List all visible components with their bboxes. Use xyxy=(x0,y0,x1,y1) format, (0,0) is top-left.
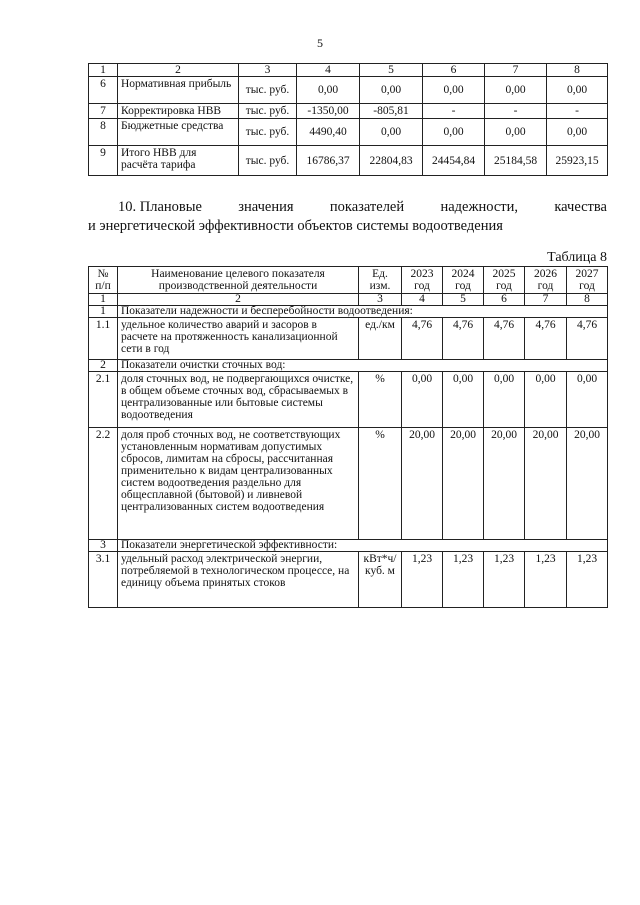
heading-word: показателей xyxy=(329,199,405,215)
row-unit: тыс. руб. xyxy=(239,119,297,146)
header-year: 2024 год xyxy=(443,267,484,294)
heading-number: 10. xyxy=(118,199,137,215)
value-cell: 4,76 xyxy=(443,318,484,360)
table-row xyxy=(89,318,608,360)
index-cell: 3 xyxy=(359,294,402,306)
index-cell: 5 xyxy=(443,294,484,306)
table-row xyxy=(89,552,608,608)
row-number: 9 xyxy=(89,146,118,176)
row-name: Нормативная прибыль xyxy=(118,77,239,104)
section-number: 1 xyxy=(89,306,118,318)
table-row xyxy=(89,119,608,146)
value-cell: 1,23 xyxy=(484,552,525,608)
value-cell: - xyxy=(423,104,485,119)
value-cell: 0,00 xyxy=(547,77,608,104)
value-cell: 0,00 xyxy=(423,119,485,146)
index-cell: 6 xyxy=(484,294,525,306)
header-year: 2027 год xyxy=(567,267,608,294)
section-row xyxy=(89,540,608,552)
value-cell: 4,76 xyxy=(525,318,567,360)
row-name: удельное количество аварий и засоров в расчете на протяженность канализационной сети в год xyxy=(118,318,359,360)
financial-table xyxy=(88,63,608,176)
value-cell: 0,00 xyxy=(484,372,525,428)
section-title: Показатели энергетической эффективности: xyxy=(118,540,608,552)
header-cell: 1 xyxy=(89,64,118,77)
row-name: Бюджетные средства xyxy=(118,119,239,146)
header-year: 2023 год xyxy=(402,267,443,294)
row-number: 1.1 xyxy=(89,318,118,360)
row-number: 2.2 xyxy=(89,428,118,540)
table-label: Таблица 8 xyxy=(547,250,607,265)
header-cell: 8 xyxy=(547,64,608,77)
header-cell: 3 xyxy=(239,64,297,77)
row-number: 2.1 xyxy=(89,372,118,428)
value-cell: 25923,15 xyxy=(547,146,608,176)
value-cell: 4490,40 xyxy=(297,119,360,146)
index-cell: 2 xyxy=(118,294,359,306)
heading-word: значения xyxy=(238,199,294,215)
row-name: Итого НВВ для расчёта тарифа xyxy=(118,146,239,176)
row-unit: тыс. руб. xyxy=(239,77,297,104)
index-cell: 1 xyxy=(89,294,118,306)
index-row xyxy=(89,294,608,306)
section-heading xyxy=(88,198,607,236)
table-row xyxy=(89,77,608,104)
heading-word: Плановые xyxy=(139,199,202,215)
value-cell: 0,00 xyxy=(567,372,608,428)
header-number: № п/п xyxy=(89,267,118,294)
value-cell: 4,76 xyxy=(402,318,443,360)
row-number: 7 xyxy=(89,104,118,119)
indicators-table xyxy=(88,266,608,608)
value-cell: 20,00 xyxy=(402,428,443,540)
value-cell: 0,00 xyxy=(423,77,485,104)
value-cell: 0,00 xyxy=(485,77,547,104)
value-cell: 20,00 xyxy=(567,428,608,540)
header-unit: Ед. изм. xyxy=(359,267,402,294)
section-row xyxy=(89,360,608,372)
value-cell: 20,00 xyxy=(484,428,525,540)
header-year: 2026 год xyxy=(525,267,567,294)
row-unit: ед./км xyxy=(359,318,402,360)
value-cell: 0,00 xyxy=(443,372,484,428)
value-cell: 0,00 xyxy=(297,77,360,104)
value-cell: 24454,84 xyxy=(423,146,485,176)
section-title: Показатели очистки сточных вод: xyxy=(118,360,608,372)
value-cell: 0,00 xyxy=(402,372,443,428)
row-name: доля проб сточных вод, не соответствующих установленным нормативам допустимых сбросов, лимитам на сбросы, рассчитанная применительно к видам централизованных систем водоотведения раздельно для общесплавной (бытовой) и ливневой централизованных систем водоотведения xyxy=(118,428,359,540)
table-row xyxy=(89,146,608,176)
value-cell: -1350,00 xyxy=(297,104,360,119)
value-cell: - xyxy=(485,104,547,119)
value-cell: 4,76 xyxy=(484,318,525,360)
header-name: Наименование целевого показателя производственной деятельности xyxy=(118,267,359,294)
table-row xyxy=(89,428,608,540)
header-cell: 6 xyxy=(423,64,485,77)
index-cell: 4 xyxy=(402,294,443,306)
row-unit: тыс. руб. xyxy=(239,104,297,119)
row-number: 8 xyxy=(89,119,118,146)
value-cell: 0,00 xyxy=(485,119,547,146)
value-cell: 4,76 xyxy=(567,318,608,360)
value-cell: 1,23 xyxy=(525,552,567,608)
heading-line-2: и энергетической эффективности объектов системы водоотведения xyxy=(88,218,503,234)
table-row xyxy=(89,372,608,428)
row-name: доля сточных вод, не подвергающихся очистке, в общем объеме сточных вод, сбрасываемых в централизованные или бытовые системы водоотведения xyxy=(118,372,359,428)
header-year: 2025 год xyxy=(484,267,525,294)
value-cell: 16786,37 xyxy=(297,146,360,176)
row-name: удельный расход электрической энергии, потребляемой в технологическом процессе, на единицу объема принятых стоков xyxy=(118,552,359,608)
value-cell: 0,00 xyxy=(360,119,423,146)
value-cell: - xyxy=(547,104,608,119)
section-number: 3 xyxy=(89,540,118,552)
row-unit: % xyxy=(359,372,402,428)
row-unit: кВт*ч/ куб. м xyxy=(359,552,402,608)
value-cell: 1,23 xyxy=(567,552,608,608)
heading-word: качества xyxy=(554,199,607,215)
value-cell: 22804,83 xyxy=(360,146,423,176)
header-cell: 5 xyxy=(360,64,423,77)
index-cell: 8 xyxy=(567,294,608,306)
value-cell: 1,23 xyxy=(402,552,443,608)
row-unit: тыс. руб. xyxy=(239,146,297,176)
row-name: Корректировка НВВ xyxy=(118,104,239,119)
value-cell: 0,00 xyxy=(525,372,567,428)
value-cell: 0,00 xyxy=(547,119,608,146)
value-cell: 20,00 xyxy=(443,428,484,540)
value-cell: 0,00 xyxy=(360,77,423,104)
value-cell: 25184,58 xyxy=(485,146,547,176)
heading-word: надежности, xyxy=(440,199,519,215)
header-cell: 4 xyxy=(297,64,360,77)
row-number: 6 xyxy=(89,77,118,104)
section-title: Показатели надежности и бесперебойности водоотведения: xyxy=(118,306,608,318)
section-number: 2 xyxy=(89,360,118,372)
table-header-row xyxy=(89,267,608,294)
value-cell: 20,00 xyxy=(525,428,567,540)
index-cell: 7 xyxy=(525,294,567,306)
row-unit: % xyxy=(359,428,402,540)
row-number: 3.1 xyxy=(89,552,118,608)
table-row xyxy=(89,104,608,119)
page-number: 5 xyxy=(317,36,323,50)
header-cell: 2 xyxy=(118,64,239,77)
value-cell: 1,23 xyxy=(443,552,484,608)
header-cell: 7 xyxy=(485,64,547,77)
section-row xyxy=(89,306,608,318)
value-cell: -805,81 xyxy=(360,104,423,119)
table-header-row xyxy=(89,64,608,77)
heading-line-1 xyxy=(88,198,607,217)
